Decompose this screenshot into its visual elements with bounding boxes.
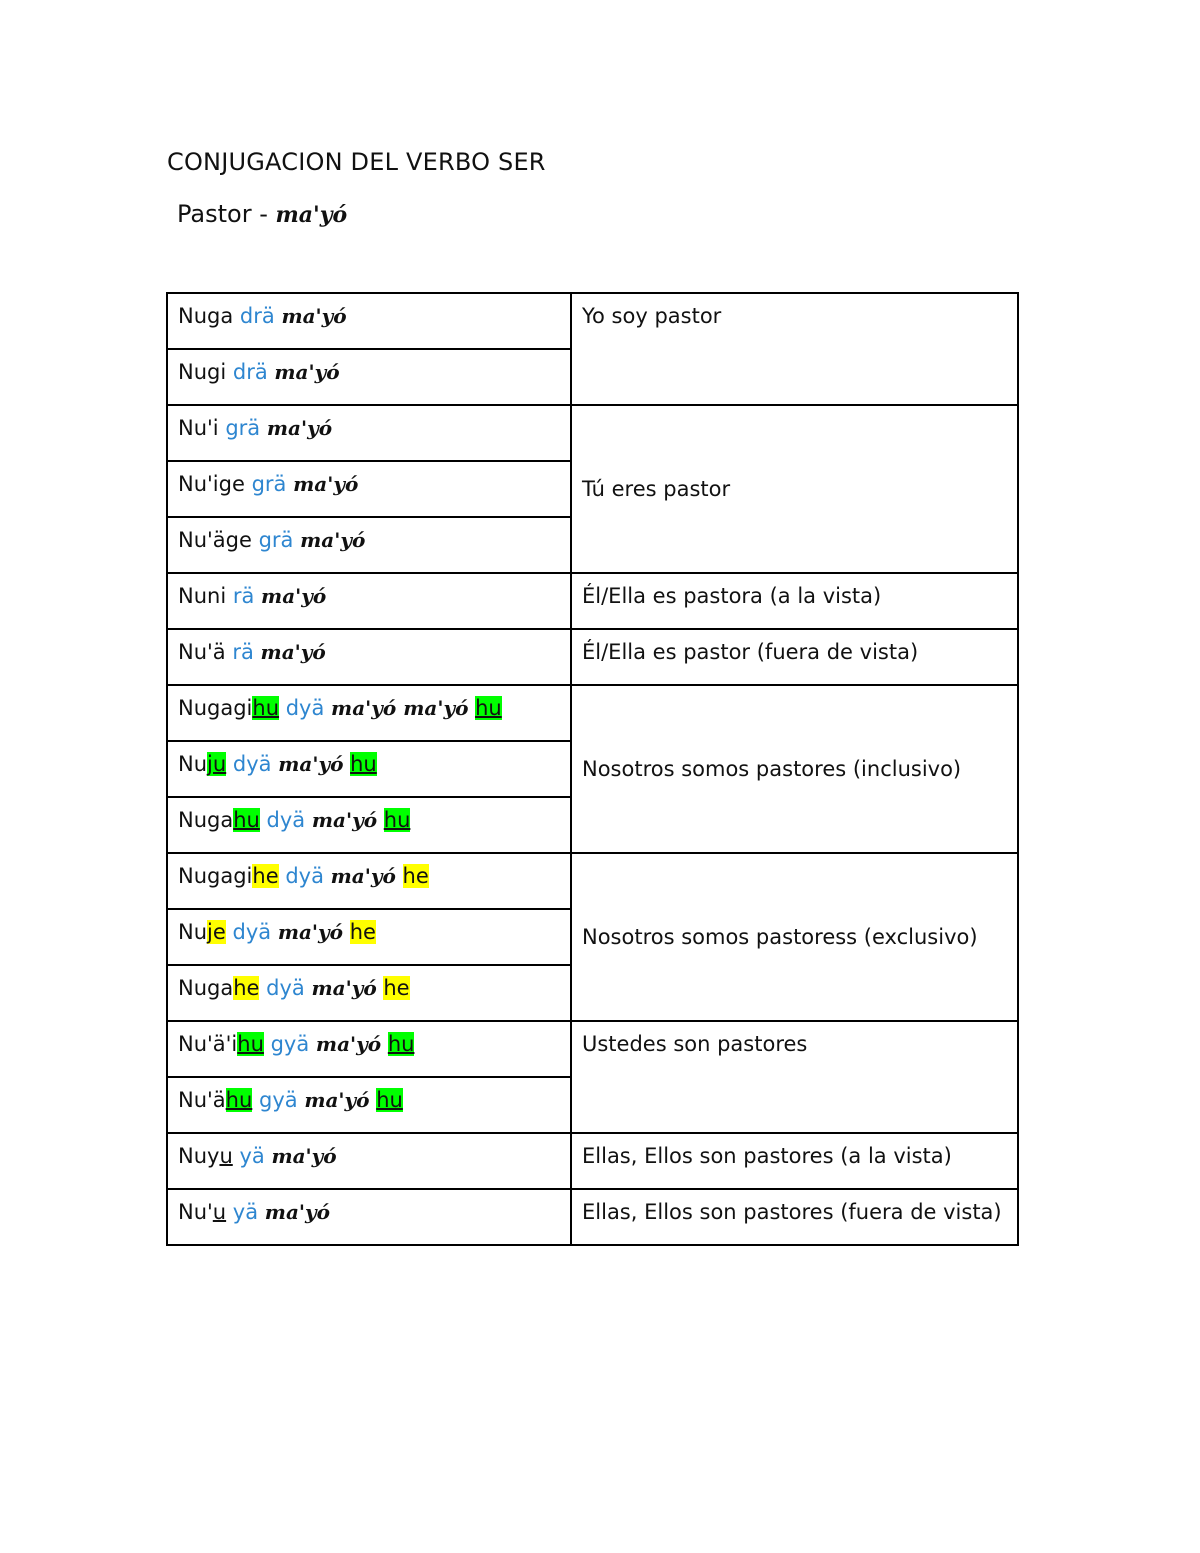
- form-text: Nu: [178, 752, 208, 776]
- conjugation-form: [178, 854, 429, 887]
- table-row: [167, 1021, 1018, 1077]
- verb-particle: drä: [232, 360, 268, 384]
- verb-particle: grä: [225, 416, 261, 440]
- verb-particle: gyä: [258, 1088, 298, 1112]
- conjugation-form-cell: [167, 461, 571, 517]
- noun-word: ma'yó ma'yó: [331, 696, 469, 720]
- verb-particle: gyä: [270, 1032, 310, 1056]
- highlighted-suffix: hu: [387, 1032, 415, 1056]
- conjugation-form-cell: [167, 629, 571, 685]
- form-text: Nugagi: [178, 696, 253, 720]
- noun-word: ma'yó: [274, 360, 340, 384]
- verb-particle: grä: [251, 472, 287, 496]
- conjugation-form-cell: [167, 405, 571, 461]
- form-text: [254, 640, 261, 664]
- table-row: [167, 1133, 1018, 1189]
- conjugation-form: [178, 294, 347, 327]
- noun-word: ma'yó: [264, 1200, 330, 1224]
- highlighted-suffix: hu: [350, 752, 377, 776]
- form-text: Nuy: [178, 1144, 220, 1168]
- conjugation-form: [178, 1134, 337, 1167]
- conjugation-table-body: [167, 293, 1018, 1245]
- noun-word: ma'yó: [311, 976, 377, 1000]
- noun-word: ma'yó: [260, 640, 326, 664]
- translation-cell: [571, 293, 1018, 405]
- form-text: [226, 1200, 233, 1224]
- conjugation-form: [178, 1022, 414, 1055]
- conjugation-form: [178, 910, 376, 943]
- highlighted-suffix: he: [402, 864, 429, 888]
- form-text: Nu: [178, 920, 208, 944]
- highlighted-suffix: ju: [207, 752, 227, 776]
- highlighted-suffix: hu: [225, 1088, 253, 1112]
- verb-particle: dyä: [285, 696, 325, 720]
- translation-text: Ellas, Ellos son pastores (a la vista): [582, 1144, 952, 1168]
- form-text: Nuga: [178, 304, 240, 328]
- highlighted-suffix: hu: [383, 808, 411, 832]
- highlighted-suffix: hu: [237, 1032, 264, 1056]
- noun-word: ma'yó: [277, 920, 344, 944]
- conjugation-form-cell: [167, 797, 571, 853]
- verb-particle: rä: [232, 640, 254, 664]
- noun-word: ma'yó: [281, 304, 347, 328]
- form-text: [271, 920, 278, 944]
- form-text: Nu'äge: [178, 528, 259, 552]
- conjugation-form: [178, 742, 377, 775]
- conjugation-form: [178, 406, 332, 439]
- form-text: [305, 808, 312, 832]
- form-text: Nugi: [178, 360, 233, 384]
- verb-particle: dyä: [232, 752, 272, 776]
- conjugation-form-cell: [167, 1133, 571, 1189]
- noun-word: ma'yó: [311, 808, 378, 832]
- conjugation-form: [178, 518, 365, 551]
- noun-word: ma'yó: [330, 864, 396, 888]
- noun-word: ma'yó: [304, 1088, 370, 1112]
- table-row: [167, 405, 1018, 461]
- translation-cell: [571, 629, 1018, 685]
- highlighted-suffix: hu: [252, 696, 280, 720]
- subtitle-prefix: Pastor -: [177, 200, 276, 228]
- conjugation-form-cell: [167, 293, 571, 349]
- verb-particle: dyä: [285, 864, 324, 888]
- verb-particle: grä: [258, 528, 294, 552]
- translation-text: Ustedes son pastores: [582, 1032, 808, 1056]
- conjugation-form-cell: [167, 685, 571, 741]
- noun-word: ma'yó: [266, 416, 333, 440]
- subtitle-word: ma'yó: [275, 202, 348, 228]
- translation-cell: [571, 685, 1018, 853]
- form-text: [396, 864, 403, 888]
- conjugation-form-cell: [167, 349, 571, 405]
- noun-word: ma'yó: [293, 472, 359, 496]
- conjugation-form: [178, 462, 358, 495]
- form-text: [279, 696, 286, 720]
- form-text: [264, 1032, 271, 1056]
- translation-text: Nosotros somos pastoress (exclusivo): [582, 924, 978, 949]
- form-text: Nu'ä: [178, 1088, 226, 1112]
- conjugation-form-cell: [167, 517, 571, 573]
- noun-word: ma'yó: [261, 584, 327, 608]
- page-title: CONJUGACION DEL VERBO SER: [167, 148, 546, 176]
- highlighted-suffix: hu: [376, 1088, 403, 1112]
- translation-cell: [571, 853, 1018, 1021]
- conjugation-form: [178, 350, 340, 383]
- form-text: [377, 808, 384, 832]
- conjugation-form-cell: [167, 853, 571, 909]
- highlighted-suffix: he: [383, 976, 410, 1000]
- highlighted-suffix: je: [207, 920, 226, 944]
- translation-text: Él/Ella es pastor (fuera de vista): [582, 640, 919, 664]
- conjugation-form: [178, 686, 502, 719]
- form-text: [258, 1200, 265, 1224]
- verb-particle: dyä: [232, 920, 272, 944]
- translation-cell: [571, 573, 1018, 629]
- form-text: [309, 1032, 316, 1056]
- table-row: [167, 685, 1018, 741]
- conjugation-form: [178, 798, 410, 831]
- conjugation-table: [166, 292, 1019, 1246]
- highlighted-suffix: hu: [233, 808, 260, 832]
- conjugation-form: [178, 574, 326, 607]
- translation-text: Nosotros somos pastores (inclusivo): [582, 756, 962, 781]
- table-row: [167, 1189, 1018, 1245]
- form-text: Nu'ä'i: [178, 1032, 238, 1056]
- table-row: [167, 573, 1018, 629]
- page-subtitle: [177, 200, 347, 228]
- underlined-suffix: u: [212, 1200, 227, 1224]
- noun-word: ma'yó: [300, 528, 366, 552]
- verb-particle: drä: [239, 304, 275, 328]
- conjugation-form-cell: [167, 1077, 571, 1133]
- conjugation-form-cell: [167, 741, 571, 797]
- form-text: Nu'i: [178, 416, 226, 440]
- conjugation-form: [178, 966, 410, 999]
- form-text: [226, 752, 233, 776]
- conjugation-form: [178, 1190, 330, 1223]
- form-text: Nu': [178, 1200, 213, 1224]
- form-text: Nugagi: [178, 864, 253, 888]
- form-text: [324, 864, 331, 888]
- highlighted-suffix: he: [349, 920, 376, 944]
- form-text: Nuga: [178, 976, 234, 1000]
- noun-word: ma'yó: [278, 752, 344, 776]
- verb-particle: dyä: [266, 976, 305, 1000]
- translation-text: Yo soy pastor: [582, 304, 722, 328]
- translation-text: Ellas, Ellos son pastores (fuera de vista): [582, 1200, 1002, 1224]
- conjugation-form-cell: [167, 965, 571, 1021]
- translation-cell: [571, 405, 1018, 573]
- form-text: Nu'ä: [178, 640, 233, 664]
- conjugation-form-cell: [167, 1021, 571, 1077]
- table-row: [167, 629, 1018, 685]
- translation-cell: [571, 1021, 1018, 1133]
- form-text: [381, 1032, 388, 1056]
- table-row: [167, 293, 1018, 349]
- form-text: Nuga: [178, 808, 234, 832]
- highlighted-suffix: he: [233, 976, 260, 1000]
- conjugation-form-cell: [167, 1189, 571, 1245]
- form-text: [252, 1088, 259, 1112]
- conjugation-form: [178, 1078, 403, 1111]
- noun-word: ma'yó: [271, 1144, 337, 1168]
- verb-particle: yä: [239, 1144, 265, 1168]
- highlighted-suffix: hu: [475, 696, 502, 720]
- form-text: Nuni: [178, 584, 233, 608]
- form-text: [260, 416, 267, 440]
- translation-cell: [571, 1133, 1018, 1189]
- verb-particle: yä: [232, 1200, 259, 1224]
- translation-cell: [571, 1189, 1018, 1245]
- conjugation-form: [178, 630, 326, 663]
- highlighted-suffix: he: [252, 864, 279, 888]
- form-text: [343, 920, 350, 944]
- conjugation-form-cell: [167, 573, 571, 629]
- verb-particle: rä: [232, 584, 255, 608]
- translation-text: Tú eres pastor: [582, 476, 731, 501]
- form-text: Nu'ige: [178, 472, 252, 496]
- form-text: [260, 808, 267, 832]
- table-row: [167, 853, 1018, 909]
- translation-text: Él/Ella es pastora (a la vista): [582, 584, 882, 608]
- underlined-suffix: u: [219, 1144, 233, 1168]
- verb-particle: dyä: [266, 808, 306, 832]
- noun-word: ma'yó: [315, 1032, 382, 1056]
- conjugation-form-cell: [167, 909, 571, 965]
